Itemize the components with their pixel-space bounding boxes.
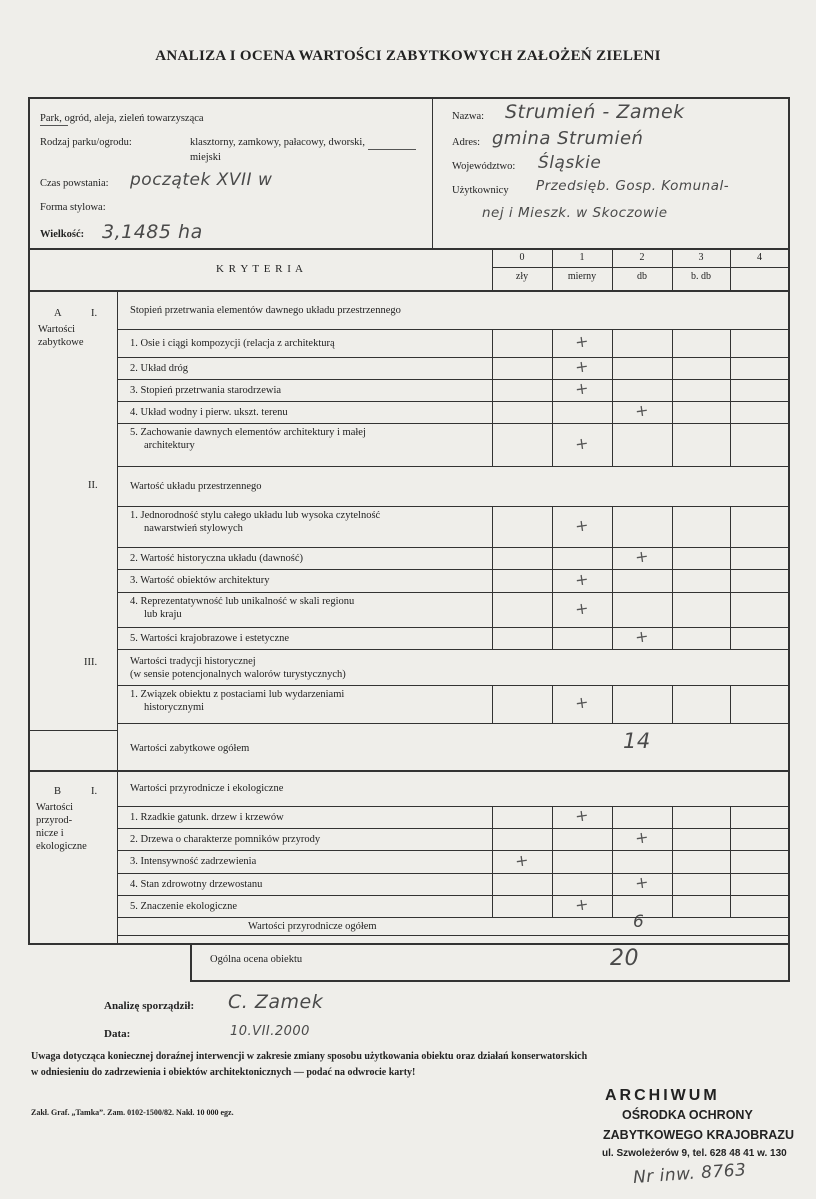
kind-label: Rodzaj parku/ogrodu:: [40, 137, 132, 148]
section-b-name-1: Wartości: [36, 802, 74, 813]
date-value: 10.VII.2000: [230, 1024, 310, 1039]
section-b-name-2: przyrod-: [36, 815, 73, 826]
archive-stamp-line-3: ZABYTKOWEGO KRAJOBRAZU: [603, 1128, 794, 1142]
criterion-mark: +: [573, 568, 590, 590]
criterion-row-label: 4. Stan zdrowotny drzewostanu: [130, 878, 263, 890]
wielkosc-label: Wielkość:: [40, 229, 85, 240]
archive-stamp-line-2: OŚRODKA OCHRONY: [622, 1108, 753, 1122]
kind-options: klasztorny, zamkowy, pałacowy, dworski,: [190, 137, 365, 148]
roman-iii: III.: [84, 657, 98, 668]
criterion-row-label: 3. Stopień przetrwania starodrzewia: [130, 384, 282, 396]
criterion-mark: +: [573, 356, 590, 377]
scale-number: 1: [579, 252, 585, 263]
criterion-mark: +: [573, 805, 590, 826]
group-b1-title: Wartości przyrodnicze i ekologiczne: [130, 783, 284, 794]
group-a3-title-1: Wartości tradycji historycznej: [130, 656, 256, 667]
criterion-mark: +: [573, 331, 590, 352]
uzytkownicy-value-1: Przedsięb. Gosp. Komunal-: [536, 178, 730, 194]
adres-label: Adres:: [452, 137, 480, 148]
date-label: Data:: [104, 1028, 131, 1040]
total-b-value: 6: [633, 912, 645, 932]
section-b-code: B: [54, 786, 62, 797]
section-a-code: A: [54, 308, 62, 319]
criterion-row-label: historycznymi: [144, 702, 205, 713]
criterion-mark: +: [573, 894, 590, 915]
note-line-2: w odniesieniu do zadrzewienia i obiektów architektonicznych — podać na odwrocie karty!: [31, 1067, 416, 1078]
criterion-mark: +: [633, 400, 650, 421]
criterion-row-label: 2. Drzewa o charakterze pomników przyrody: [130, 833, 321, 845]
criterion-row-label: 1. Jednorodność stylu całego układu lub wysoka czytelność: [130, 510, 381, 521]
object-type-line: Park, ogród, aleja, zieleń towarzysząca: [40, 113, 204, 124]
total-b-label: Wartości przyrodnicze ogółem: [248, 921, 377, 932]
scale-number: 3: [698, 252, 704, 263]
criterion-row-label: nawarstwień stylowych: [144, 523, 243, 534]
criterion-mark: +: [633, 872, 650, 893]
print-info: Zakł. Graf. „Tamka”. Zam. 0102-1500/82. Nakł. 10 000 egz.: [31, 1108, 234, 1117]
nazwa-label: Nazwa:: [452, 111, 485, 122]
total-a-label: Wartości zabytkowe ogółem: [130, 743, 250, 754]
scale-number: 4: [757, 252, 762, 263]
scale-label: b. db: [691, 271, 711, 282]
page-title: ANALIZA I OCENA WARTOŚCI ZABYTKOWYCH ZAŁOŻEŃ ZIELENI: [155, 48, 661, 64]
criterion-mark: +: [573, 597, 590, 619]
section-a-name-1: Wartości: [38, 324, 76, 335]
inventory-number: Nr inw. 8763: [632, 1160, 748, 1188]
park-underline: [40, 125, 68, 126]
prepared-label: Analizę sporządził:: [104, 1000, 195, 1012]
prepared-signature: C. Zamek: [228, 991, 324, 1013]
scale-number: 2: [639, 252, 645, 263]
criteria-header: K R Y T E R I A: [215, 263, 305, 275]
criterion-row-label: 5. Wartości krajobrazowe i estetyczne: [130, 632, 290, 644]
criterion-mark: +: [573, 432, 590, 454]
section-b-name-3: nicze i: [36, 828, 64, 839]
scale-number: 0: [519, 252, 525, 263]
wielkosc-value: 3,1485 ha: [102, 221, 203, 243]
overall-value: 20: [610, 946, 639, 971]
criterion-row-label: 3. Intensywność zadrzewienia: [130, 856, 257, 867]
criterion-mark: +: [633, 546, 650, 567]
criterion-mark: +: [573, 692, 590, 713]
group-a1-title: Stopień przetrwania elementów dawnego układu przestrzennego: [130, 305, 401, 316]
adres-value: gmina Strumień: [492, 128, 644, 149]
scale-label: db: [637, 271, 647, 282]
section-a-roman: I.: [91, 308, 98, 319]
uzytkownicy-label: Użytkownicy: [452, 185, 509, 196]
forma-label: Forma stylowa:: [40, 202, 106, 213]
note-line-1: Uwaga dotycząca koniecznej doraźnej interwencji w zakresie zmiany sposobu użytkowania obiektu oraz działań konserwatorskich: [31, 1051, 588, 1062]
criterion-row-label: 3. Wartość obiektów architektury: [130, 575, 270, 586]
wojewodztwo-value: Śląskie: [538, 153, 602, 173]
wojewodztwo-label: Województwo:: [452, 161, 516, 172]
dworski-underline: [368, 149, 416, 150]
criterion-row-label: 1. Rzadkie gatunk. drzew i krzewów: [130, 811, 284, 823]
criterion-row-label: 1. Osie i ciągi kompozycji (relacja z architekturą: [130, 337, 335, 349]
criterion-row-label: 4. Reprezentatywność lub unikalność w skali regionu: [130, 596, 355, 607]
group-a2-title: Wartość układu przestrzennego: [130, 481, 262, 492]
total-a-value: 14: [623, 729, 651, 753]
archive-stamp-title: ARCHIWUM: [605, 1087, 720, 1104]
overall-label: Ogólna ocena obiektu: [210, 954, 303, 965]
criterion-row-label: 4. Układ wodny i pierw. ukszt. terenu: [130, 406, 288, 418]
criterion-row-label: architektury: [144, 440, 195, 451]
criterion-row-label: 2. Układ dróg: [130, 362, 189, 374]
section-b-name-4: ekologiczne: [36, 841, 87, 852]
section-b-roman: I.: [91, 786, 98, 797]
criterion-mark: +: [573, 378, 590, 399]
section-a-name-2: zabytkowe: [38, 337, 84, 348]
criterion-mark: +: [633, 827, 650, 848]
roman-ii: II.: [88, 480, 98, 491]
uzytkownicy-value-2: nej i Mieszk. w Skoczowie: [482, 205, 668, 221]
criterion-row-label: 2. Wartość historyczna układu (dawność): [130, 552, 304, 564]
scale-label: mierny: [567, 271, 597, 282]
criterion-mark: +: [633, 626, 650, 647]
czas-value: początek XVII w: [130, 170, 273, 190]
criterion-mark: +: [573, 514, 590, 536]
kind-options-2: miejski: [190, 152, 221, 163]
criterion-row-label: 1. Związek obiektu z postaciami lub wydarzeniami: [130, 689, 345, 700]
group-a3-title-2: (w sensie potencjonalnych walorów turystycznych): [130, 669, 346, 680]
archive-stamp-address: ul. Szwoleżerów 9, tel. 628 48 41 w. 130: [602, 1148, 787, 1159]
scale-label: zły: [515, 271, 529, 282]
nazwa-value: Strumień - Zamek: [505, 101, 685, 123]
criterion-row-label: lub kraju: [144, 609, 182, 620]
criterion-row-label: 5. Znaczenie ekologiczne: [130, 900, 237, 912]
czas-label: Czas powstania:: [40, 178, 109, 189]
criterion-row-label: 5. Zachowanie dawnych elementów architektury i małej: [130, 427, 366, 438]
criterion-mark: +: [513, 849, 530, 871]
